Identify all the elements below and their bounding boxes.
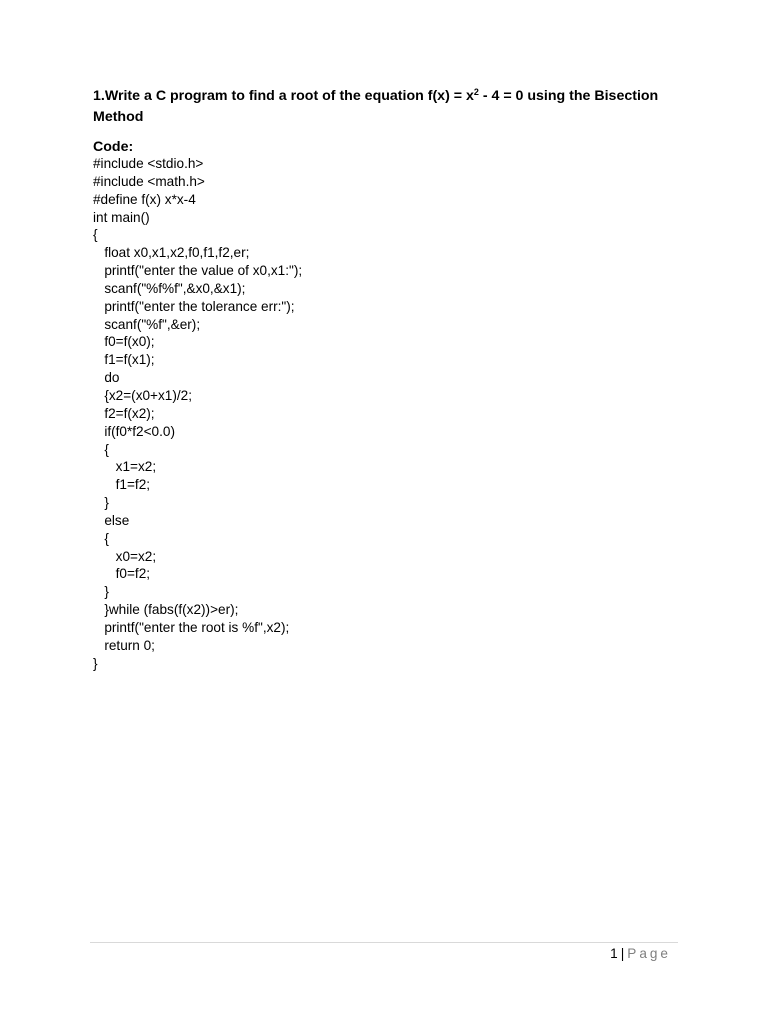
question-title xyxy=(93,86,693,128)
code-line: printf("enter the root is %f",x2); xyxy=(93,619,290,635)
code-line: x0=x2; xyxy=(93,548,157,564)
page-number: 1 xyxy=(610,946,618,961)
code-line: printf("enter the tolerance err:"); xyxy=(93,298,295,314)
code-line: { xyxy=(93,227,98,243)
code-line: if(f0*f2<0.0) xyxy=(93,423,175,439)
code-line: else xyxy=(93,512,130,528)
code-block xyxy=(93,155,302,672)
page-label: Page xyxy=(627,946,671,961)
code-heading: Code: xyxy=(93,139,134,155)
code-line: f2=f(x2); xyxy=(93,405,155,421)
code-line: scanf("%f%f",&x0,&x1); xyxy=(93,280,246,296)
code-line: f1=f(x1); xyxy=(93,352,155,368)
code-line: #define f(x) x*x-4 xyxy=(93,191,196,207)
code-line: #include <stdio.h> xyxy=(93,156,204,171)
title-prefix: 1.Write a C program to find a root of the equation f(x) = x xyxy=(93,88,474,104)
code-line: f0=f2; xyxy=(93,566,151,582)
code-line: int main() xyxy=(93,209,150,225)
code-line: do xyxy=(93,370,120,386)
code-line: }while (fabs(f(x2))>er); xyxy=(93,602,239,618)
code-line: printf("enter the value of x0,x1:"); xyxy=(93,263,303,279)
code-line: scanf("%f",&er); xyxy=(93,316,201,332)
code-line: #include <math.h> xyxy=(93,173,205,189)
title-superscript: 2 xyxy=(473,87,479,97)
code-line: {x2=(x0+x1)/2; xyxy=(93,387,192,403)
code-line: { xyxy=(93,530,109,546)
code-line: float x0,x1,x2,f0,f1,f2,er; xyxy=(93,245,250,261)
page-footer xyxy=(610,945,671,963)
code-line: } xyxy=(93,495,109,511)
code-line: x1=x2; xyxy=(93,459,157,475)
code-line: } xyxy=(93,584,109,600)
code-line: f0=f(x0); xyxy=(93,334,155,350)
code-line: return 0; xyxy=(93,637,155,653)
code-line: } xyxy=(93,655,98,671)
code-line: { xyxy=(93,441,109,457)
footer-divider xyxy=(90,942,678,943)
code-line: f1=f2; xyxy=(93,477,151,493)
title-suffix: - 4 = 0 using the Bisection Method xyxy=(93,88,659,125)
footer-separator: | xyxy=(620,946,625,961)
